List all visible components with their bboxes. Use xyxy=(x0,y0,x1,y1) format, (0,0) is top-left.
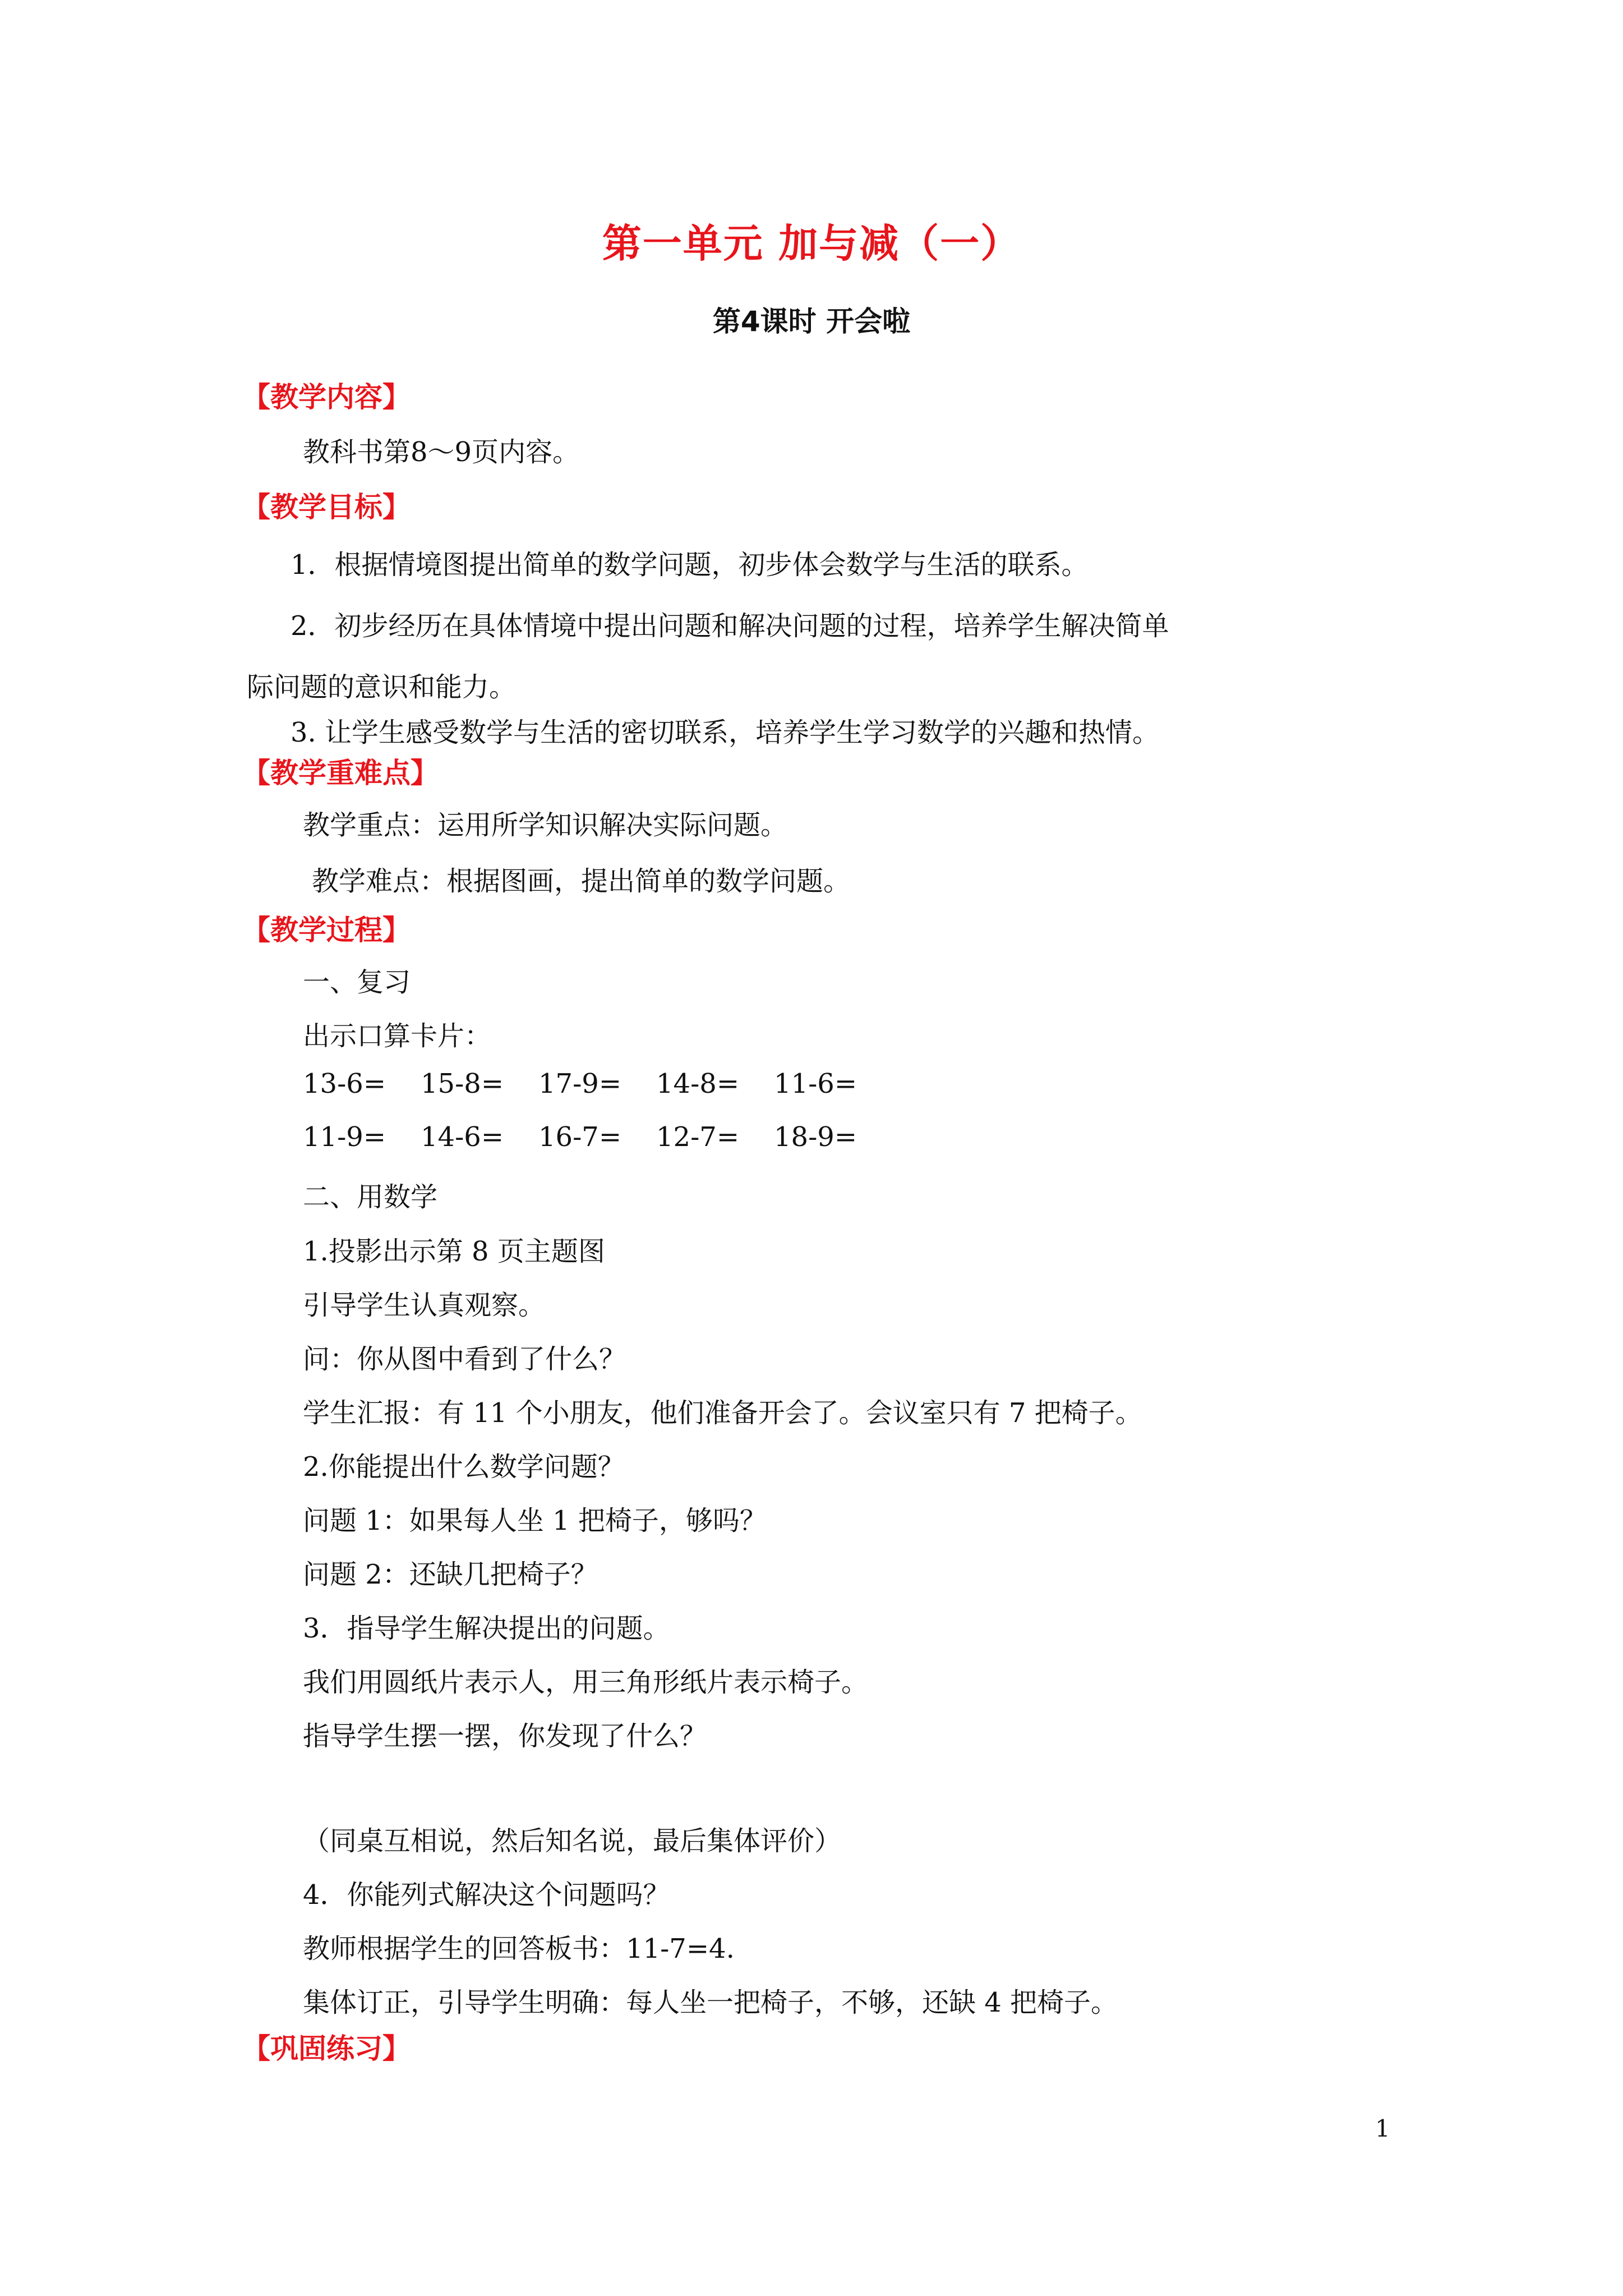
goal-3: 3. 让学生感受数学与生活的密切联系，培养学生学习数学的兴趣和热情。 xyxy=(291,717,1160,748)
heading-teaching-content: 【教学内容】 xyxy=(242,381,411,413)
step-3: 3．指导学生解决提出的问题。 xyxy=(303,1613,670,1644)
ask-text: 问：你从图中看到了什么？ xyxy=(303,1343,626,1375)
observe-text: 引导学生认真观察。 xyxy=(303,1290,546,1321)
question-1: 问题 1：如果每人坐 1 把椅子，够吗？ xyxy=(303,1505,767,1536)
calc-item: 11-9= xyxy=(303,1121,386,1153)
calc-item: 16-7= xyxy=(538,1121,622,1153)
calc-item: 11-6= xyxy=(774,1068,857,1099)
difficult-point: 教学难点：根据图画，提出简单的数学问题。 xyxy=(312,866,851,897)
review-heading: 一、复习 xyxy=(303,967,411,998)
document-title: 第一单元 加与减（一） xyxy=(602,220,1021,266)
key-point: 教学重点：运用所学知识解决实际问题。 xyxy=(303,809,788,841)
step-4: 4．你能列式解决这个问题吗？ xyxy=(303,1879,670,1911)
calc-item: 17-9= xyxy=(538,1068,622,1099)
calc-row-2 xyxy=(303,1121,892,1153)
heading-teaching-goals: 【教学目标】 xyxy=(242,491,411,523)
calc-item: 18-9= xyxy=(774,1121,857,1153)
calc-item: 14-6= xyxy=(421,1121,504,1153)
calc-item: 15-8= xyxy=(421,1068,504,1099)
heading-key-points: 【教学重难点】 xyxy=(242,757,439,789)
question-2: 问题 2：还缺几把椅子？ xyxy=(303,1559,598,1590)
goal-1: 1．根据情境图提出简单的数学问题，初步体会数学与生活的联系。 xyxy=(291,549,1089,581)
arrange-text: 指导学生摆一摆，你发现了什么？ xyxy=(303,1720,707,1752)
step-1: 1.投影出示第 8 页主题图 xyxy=(303,1236,605,1267)
board-text: 教师根据学生的回答板书：11-7=4. xyxy=(303,1933,735,1964)
lesson-subtitle: 第4课时 开会啦 xyxy=(712,305,911,338)
calc-row-1 xyxy=(303,1068,892,1099)
heading-teaching-process: 【教学过程】 xyxy=(242,914,411,946)
conclusion-text: 集体订正，引导学生明确：每人坐一把椅子，不够，还缺 4 把椅子。 xyxy=(303,1987,1118,2018)
cards-intro: 出示口算卡片： xyxy=(303,1020,492,1052)
represent-text: 我们用圆纸片表示人，用三角形纸片表示椅子。 xyxy=(303,1667,869,1698)
page-number: 1 xyxy=(1375,2115,1390,2142)
student-report: 学生汇报：有 11 个小朋友，他们准备开会了。会议室只有 7 把椅子。 xyxy=(303,1397,1142,1429)
use-math-heading: 二、用数学 xyxy=(303,1181,438,1213)
heading-practice: 【巩固练习】 xyxy=(242,2032,411,2065)
calc-item: 12-7= xyxy=(656,1121,740,1153)
goal-2-line-1: 2．初步经历在具体情境中提出问题和解决问题的过程，培养学生解决简单 xyxy=(291,610,1169,642)
calc-item: 13-6= xyxy=(303,1068,386,1099)
calc-item: 14-8= xyxy=(656,1068,740,1099)
step-2: 2.你能提出什么数学问题？ xyxy=(303,1451,625,1483)
teaching-content-text: 教科书第8～9页内容。 xyxy=(303,436,580,468)
discuss-text: （同桌互相说，然后知名说，最后集体评价） xyxy=(303,1825,842,1857)
goal-2-line-2: 际问题的意识和能力。 xyxy=(247,671,517,703)
